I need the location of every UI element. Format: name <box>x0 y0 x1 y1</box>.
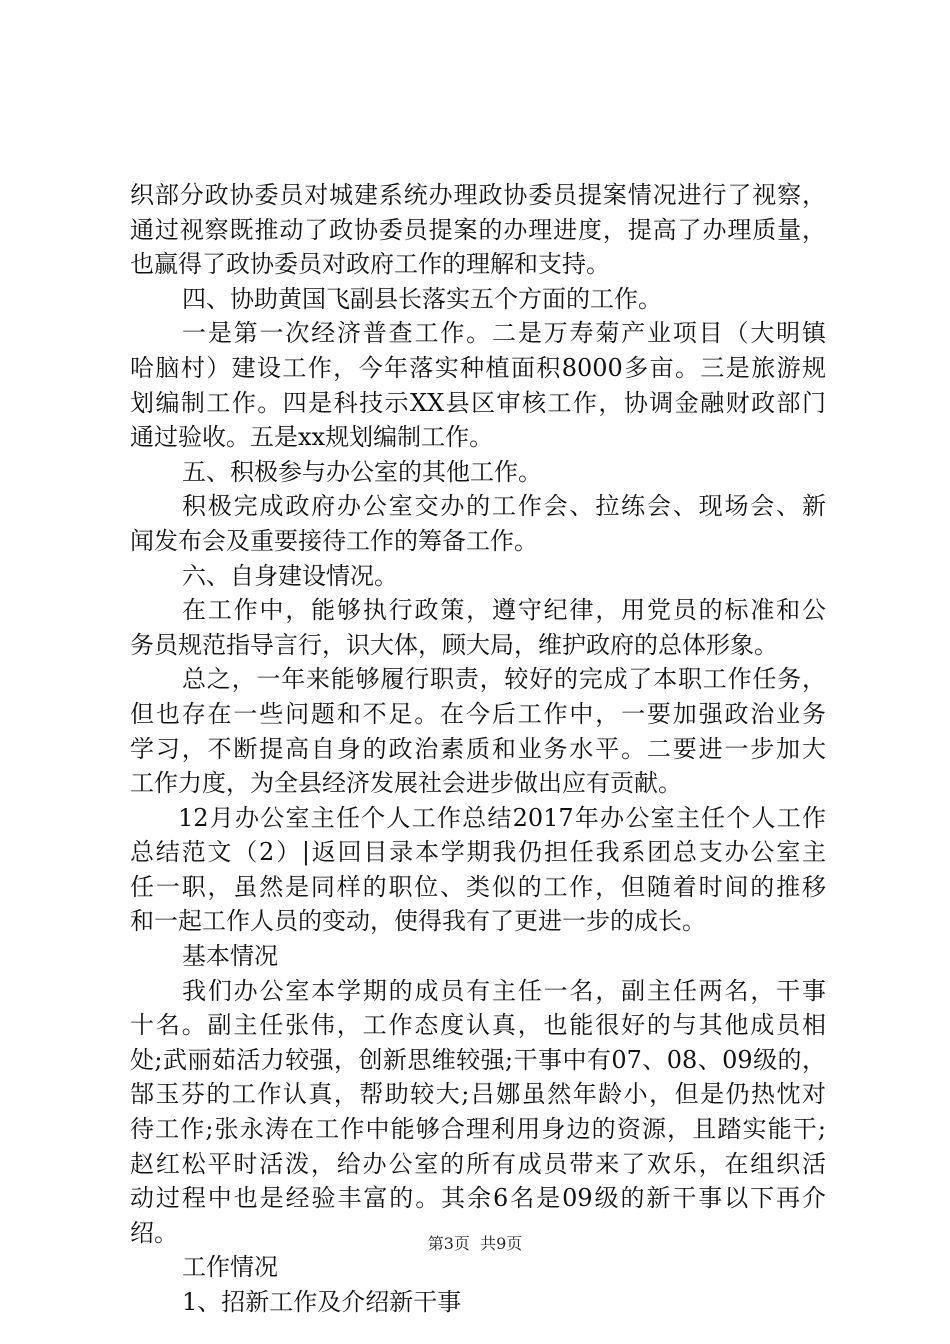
text-line: 在工作中，能够执行政策，遵守纪律，用党员的标准和公 <box>182 596 826 625</box>
text-line: 待工作;张永涛在工作中能够合理利用身边的资源，且踏实能干; <box>130 1115 826 1144</box>
text-line: 也赢得了政协委员对政府工作的理解和支持。 <box>130 250 610 279</box>
text-line: 但也存在一些问题和不足。在今后工作中，一要加强政治业务 <box>130 699 826 728</box>
page-number: 第3页 共9页 <box>427 1234 523 1253</box>
text-line: 一是第一次经济普查工作。二是万寿菊产业项目（大明镇 <box>182 319 826 348</box>
text-line: 务员规范指导言行，识大体，顾大局，维护政府的总体形象。 <box>130 630 778 659</box>
text-line: 总结范文（2）|返回目录本学期我仍担任我系团总支办公室主 <box>130 838 826 867</box>
section-heading: 六、自身建设情况。 <box>182 561 398 590</box>
text-line: 工作力度，为全县经济发展社会进步做出应有贡献。 <box>130 769 682 798</box>
section-heading: 1、招新工作及介绍新干事 <box>182 1288 462 1316</box>
text-line: 绍。 <box>130 1218 178 1247</box>
text-line: 赵红松平时活泼，给办公室的所有成员带来了欢乐，在组织活 <box>130 1149 826 1178</box>
section-heading: 基本情况 <box>182 942 278 971</box>
text-line: 处;武丽茹活力较强，创新思维较强;干事中有07、08、09级的， <box>130 1045 826 1074</box>
text-line: 通过验收。五是xx规划编制工作。 <box>130 423 494 452</box>
page-footer <box>0 1234 950 1254</box>
text-line: 学习，不断提高自身的政治素质和业务水平。二要进一步加大 <box>130 734 826 763</box>
text-line: 和一起工作人员的变动，使得我有了更进一步的成长。 <box>130 907 706 936</box>
text-line: 十名。副主任张伟，工作态度认真，也能很好的与其他成员相 <box>130 1011 826 1040</box>
section-heading: 工作情况 <box>182 1253 278 1282</box>
section-heading: 五、积极参与办公室的其他工作。 <box>182 457 542 486</box>
text-line: 闻发布会及重要接待工作的筹备工作。 <box>130 526 538 555</box>
text-line: 哈脑村）建设工作，今年落实种植面积8000多亩。三是旅游规 <box>130 353 826 382</box>
section-heading: 四、协助黄国飞副县长落实五个方面的工作。 <box>182 284 662 313</box>
text-line: 任一职，虽然是同样的职位、类似的工作，但随着时间的推移 <box>130 872 826 901</box>
text-line: 郜玉芬的工作认真，帮助较大;吕娜虽然年龄小，但是仍热忱对 <box>130 1080 826 1109</box>
text-line: 划编制工作。四是科技示XX县区审核工作，协调金融财政部门 <box>130 388 826 417</box>
document-body <box>130 178 826 1320</box>
text-line: 12月办公室主任个人工作总结2017年办公室主任个人工作 <box>178 803 826 832</box>
text-line: 总之，一年来能够履行职责，较好的完成了本职工作任务， <box>182 665 826 694</box>
text-line: 动过程中也是经验丰富的。其余6名是09级的新干事以下再介 <box>130 1184 826 1213</box>
text-line: 通过视察既推动了政协委员提案的办理进度，提高了办理质量， <box>130 215 826 244</box>
text-line: 我们办公室本学期的成员有主任一名，副主任两名，干事 <box>182 976 826 1005</box>
text-line: 积极完成政府办公室交办的工作会、拉练会、现场会、新 <box>182 492 826 521</box>
text-line: 织部分政协委员对城建系统办理政协委员提案情况进行了视察， <box>130 181 826 209</box>
